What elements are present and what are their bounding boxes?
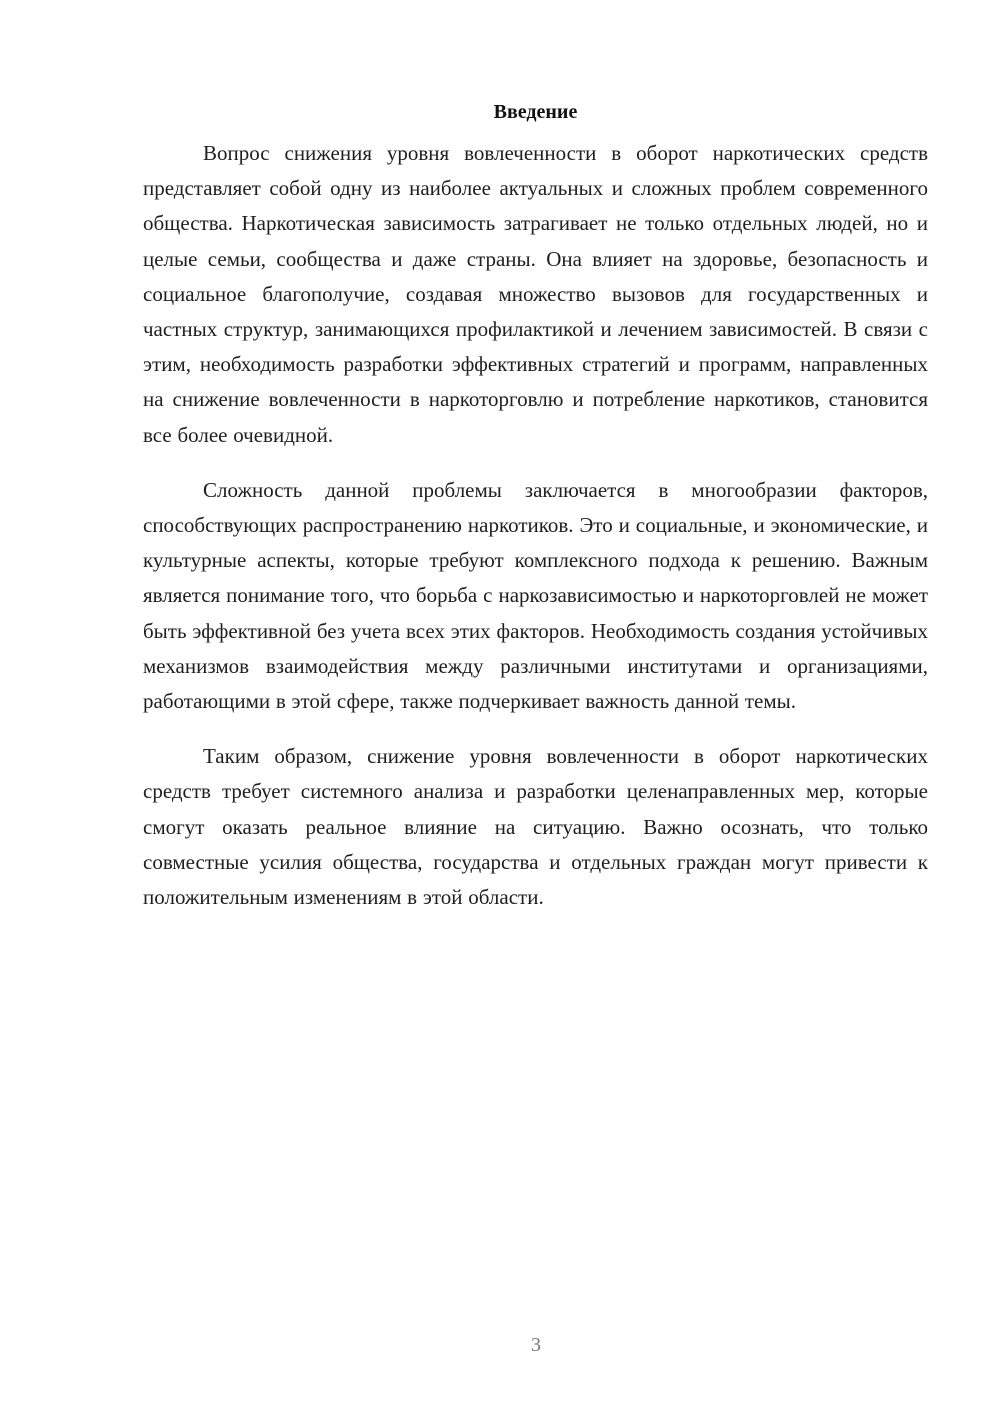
paragraph-2: Сложность данной проблемы заключается в многообразии факторов, способствующих распространению наркотиков. Это и социальные, и экономические, и культурные аспекты, которые требуют комплексного подхода к решению. Важным является понимание того, что борьба с наркозависимостью и наркоторговлей не может быть эффективной без учета всех этих факторов. Необходимость создания устойчивых механизмов взаимодействия между различными институтами и организациями, работающими в этой сфере, также подчеркивает важность данной темы. [143, 477, 928, 714]
paragraph-1: Вопрос снижения уровня вовлеченности в оборот наркотических средств представляет собой одну из наиболее актуальных и сложных проблем современного общества. Наркотическая зависимость затрагивает не только отдельных людей, но и целые семьи, сообщества и даже страны. Она влияет на здоровье, безопасность и социальное благополучие, создавая множество вызовов для государственных и частных структур, занимающихся профилактикой и лечением зависимостей. В связи с этим, необходимость разработки эффективных стратегий и программ, направленных на снижение вовлеченности в наркоторговлю и потребление наркотиков, становится все более очевидной. [143, 141, 928, 447]
page-content [143, 96, 928, 915]
paragraph-3: Таким образом, снижение уровня вовлеченности в оборот наркотических средств требует системного анализа и разработки целенаправленных мер, которые смогут оказать реальное влияние на ситуацию. Важно осознать, что только совместные усилия общества, государства и отдельных граждан могут привести к положительным изменениям в этой области. [143, 744, 928, 910]
page-number: 3 [531, 1334, 541, 1356]
section-heading: Введение [493, 101, 578, 123]
